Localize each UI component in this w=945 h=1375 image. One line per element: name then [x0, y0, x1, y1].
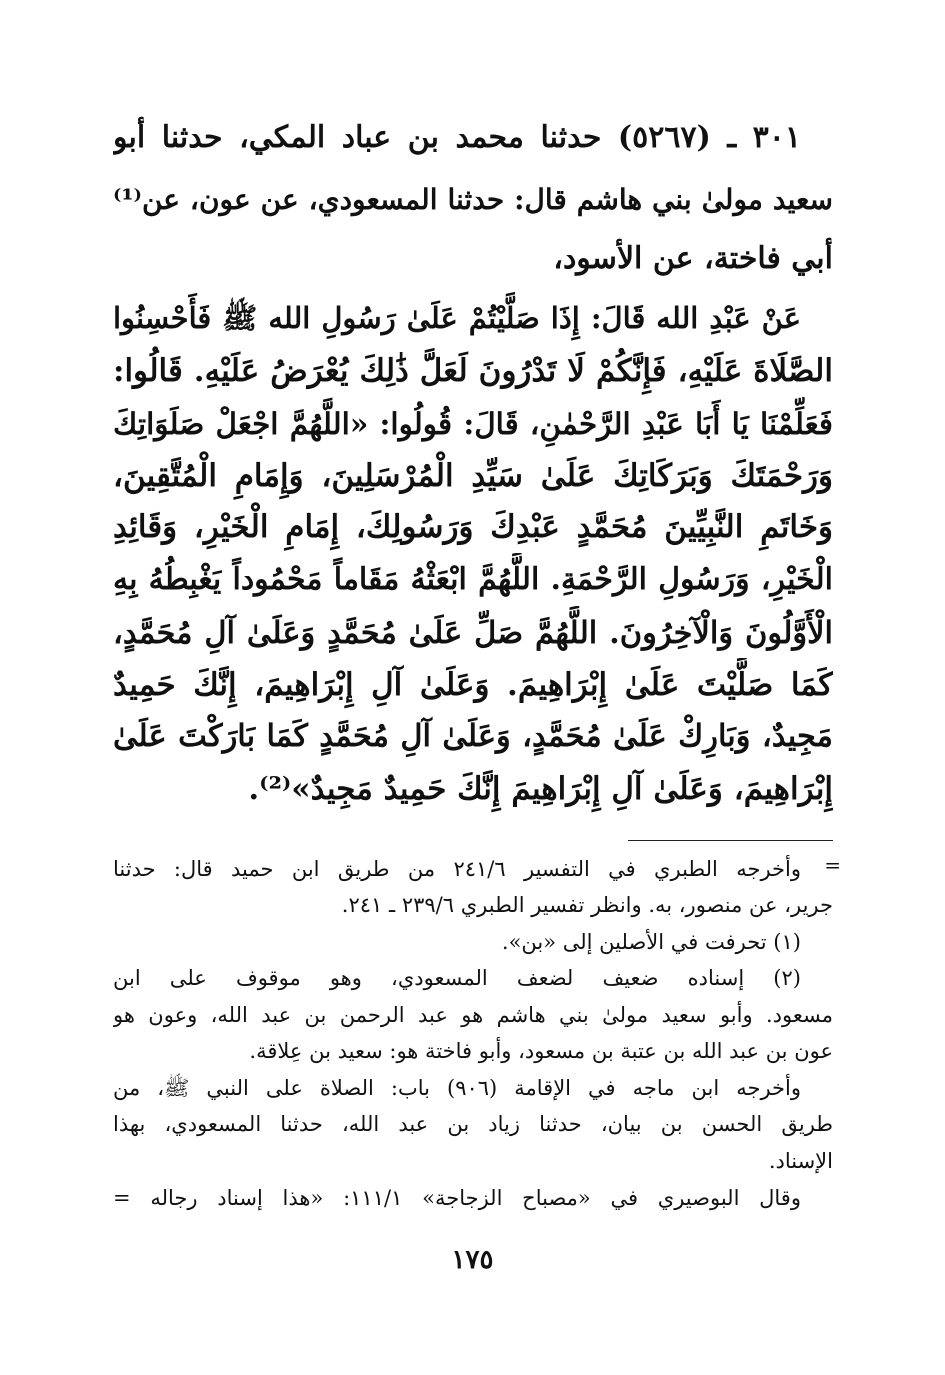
footnote-1: (١) تحرفت في الأصلين إلى «بن». [501, 930, 801, 954]
hadith-line-5: وَخَاتَمِ النَّبِيِّينَ مُحَمَّدٍ عَبْدِكَ وَرَسُولِكَ، إِمَامِ الْخَيْرِ، وَقَائِدِ [113, 509, 833, 545]
isnad-line-2: سعيد مولىٰ بني هاشم قال: حدثنا المسعودي، عن عون، عن⁽¹⁾ [113, 183, 833, 216]
footnote-2-line-7: وقال البوصيري في «مصباح الزجاجة» ١١١/١: «هذا إسناد رجاله = [113, 1186, 801, 1210]
hadith-line-3: فَعَلِّمْنَا يَا أَبَا عَبْدِ الرَّحْمٰنِ، قَالَ: قُولُوا: «اللَّهُمَّ اجْعَلْ صَلَوَاتِكَ [113, 406, 833, 441]
footnote-2-line-6: الإسناد. [768, 1149, 833, 1173]
footnote-2-line-3: عون بن عبد الله بن عتبة بن مسعود، وأبو فاختة هو: سعيد بن عِلاقة. [249, 1039, 833, 1063]
hadith-line-8: كَمَا صَلَّيْتَ عَلَىٰ إِبْرَاهِيمَ. وَعَلَىٰ آلِ إِبْرَاهِيمَ، إِنَّكَ حَمِيدٌ [113, 667, 833, 703]
footnote-2-line-1: (٢) إسناده ضعيف لضعف المسعودي، وهو موقوف على ابن [113, 966, 801, 990]
footnote-2-line-2: مسعود. وأبو سعيد مولىٰ بني هاشم هو عبد الرحمن بن عبد الله، وعون هو [113, 1003, 833, 1027]
hadith-line-7: الْأَوَّلُونَ وَالْآخِرُونَ. اللَّهُمَّ صَلِّ عَلَىٰ مُحَمَّدٍ وَعَلَىٰ آلِ مُحَمَّدٍ، [113, 615, 833, 651]
footnote-separator [628, 840, 833, 841]
hadith-line-1: عَنْ عَبْدِ الله قَالَ: إِذَا صَلَّيْتُمْ عَلَىٰ رَسُولِ الله ﷺ فَأَحْسِنُوا [113, 301, 801, 335]
footnote-2-line-5: طريق الحسن بن بيان، حدثنا زياد بن عبد الله، حدثنا المسعودي، بهذا [113, 1112, 833, 1136]
page-number: ١٧٥ [451, 1245, 494, 1275]
footnote-line-1: وأخرجه الطبري في التفسير ٢٤١/٦ من طريق ابن حميد قال: حدثنا [113, 857, 801, 881]
footnote-line-2: جرير، عن منصور، به. وانظر تفسير الطبري ٢٣٩/٦ ـ ٢٤١. [341, 893, 833, 917]
hadith-line-4: وَرَحْمَتَكَ وَبَرَكَاتِكَ عَلَىٰ سَيِّدِ الْمُرْسَلِينَ، وَإِمَامِ الْمُتَّقِينَ، [113, 458, 833, 494]
footnote-continuation-mark: = [824, 853, 841, 877]
hadith-line-9: مَجِيدٌ، وَبَارِكْ عَلَىٰ مُحَمَّدٍ، وَعَلَىٰ آلِ مُحَمَّدٍ كَمَا بَارَكْتَ عَلَىٰ [113, 718, 833, 754]
hadith-line-10: إِبْرَاهِيمَ، وَعَلَىٰ آلِ إِبْرَاهِيمَ إِنَّكَ حَمِيدٌ مَجِيدٌ»⁽²⁾. [248, 771, 833, 807]
hadith-line-2: الصَّلَاةَ عَلَيْهِ، فَإِنَّكُمْ لَا تَدْرُونَ لَعَلَّ ذَٰلِكَ يُعْرَضُ عَلَيْهِ. قَالُوا: [113, 353, 833, 389]
isnad-line-3: أبي فاختة، عن الأسود، [553, 241, 833, 276]
isnad-line-1: ٣٠١ ـ (٥٢٦٧) حدثنا محمد بن عباد المكي، حدثنا أبو [113, 120, 801, 155]
footnote-2-line-4: وأخرجه ابن ماجه في الإقامة (٩٠٦) باب: الصلاة على النبي ﷺ، من [113, 1076, 802, 1100]
hadith-line-6: الْخَيْرِ، وَرَسُولِ الرَّحْمَةِ. اللَّهُمَّ ابْعَثْهُ مَقَاماً مَحْمُوداً يَغْبِطُهُ بِهِ [113, 562, 833, 597]
